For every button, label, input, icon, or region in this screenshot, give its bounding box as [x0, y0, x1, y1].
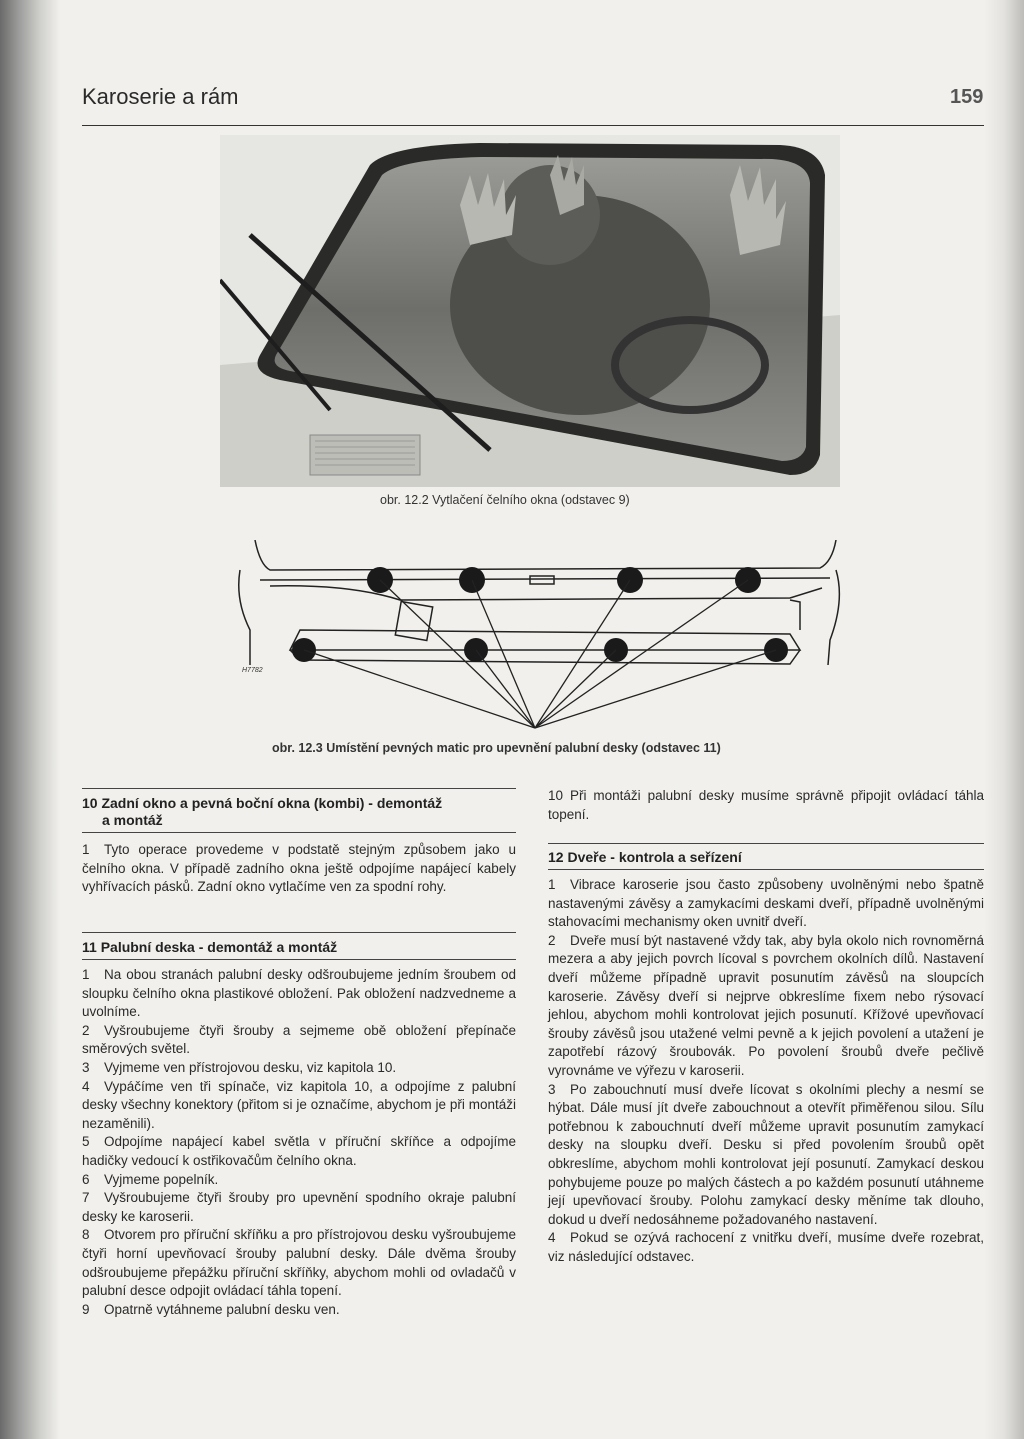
paragraph-text: Tyto operace provedeme v podstatě stejným způsobem jako u čelního okna. V případě zadního okna ještě odpojíme napájecí kabely vyhřívacích pásků. Zadní okno vytlačíme ven za spodní rohy.: [82, 842, 516, 895]
section-10-top-rule: [82, 788, 516, 789]
section-11-paragraphs: [82, 966, 516, 1319]
page-number: 159: [950, 86, 984, 108]
list-item: 1 Vibrace karoserie jsou často způsobeny uvolněnými nebo špatně nastavenými závěsy a zamykacími deskami dveří, případně uvolněnými stahovacími mechanismy oken uvnitř dveří.: [548, 877, 984, 930]
dashboard-diagram-drawing: [230, 540, 850, 740]
list-item: 2 Vyšroubujeme čtyři šrouby a sejmeme obě obložení přepínače směrových světel.: [82, 1022, 516, 1057]
list-item: 4 Pokud se ozývá rachocení z vnitřku dveří, musíme dveře rozebrat, viz následující odstavec.: [548, 1230, 984, 1264]
section-12-title: 12 Dveře - kontrola a seřízení: [548, 849, 742, 865]
section-10-title: [82, 795, 442, 829]
figure-12-2-caption: obr. 12.2 Vytlačení čelního okna (odstavec 9): [380, 493, 630, 507]
windshield-photo-drawing: [220, 135, 840, 487]
list-item: 3 Po zabouchnutí musí dveře lícovat s okolními plechy a nesmí se hýbat. Dále musí jít dveře zabouchnout a otevřít přiměřenou silou. Sílu potřebnou k zabouchnutí dveří můžeme upravit posunutím zamykací desky na sloupku dveří. Desku si před povolením šroubů opět obkreslíme, abychom mohli kontrolovat její posunutí. Zamykací deskou pohybujeme pouze po malých částech a po každém posunutí utáhneme její upevňovací šrouby. Polohu zamykací desky měníme tak dlouho, dokud u dveří nedosáhneme požadovaného nastavení.: [548, 1081, 984, 1227]
list-item: 1 Na obou stranách palubní desky odšroubujeme jedním šroubem od sloupku čelního okna plastikové obložení. Pak obložení nadzvedneme a uvolníme.: [82, 967, 516, 1020]
header-rule: [82, 125, 984, 126]
section-11-paragraph-10: 10 Při montáži palubní desky musíme správně připojit ovládací táhla topení.: [548, 788, 984, 822]
running-head: Karoserie a rám: [82, 84, 239, 109]
section-11-top-rule: [82, 932, 516, 933]
list-item: 4 Vypáčíme ven tři spínače, viz kapitola 10, a odpojíme z palubní desky všechny konektory (přitom si je označíme, abychom je při montáži nezaměnili).: [82, 1078, 516, 1131]
section-12-paragraphs: [548, 876, 984, 1266]
list-item: 2 Dveře musí být nastavené vždy tak, aby byla okolo nich rovnoměrná mezera a aby jejich povrch lícoval s povrchem okolních dílů. Nastavení dveří můžeme případně upravit posunutím závěsů na sloupcích karoserie. Závěsy dveří si nejprve obkreslíme fixem nebo rýsovací jehlou, abychom mohli kontrolovat jejich posunutí. Křížové upevňovací šrouby závěsů jsou utažené velmi pevně a k jejich povolení a utažení je zapotřebí rázový šroubovák. Po povolení šroubů dveře pečlivě vyrovnáme ve výřezu v karoserii.: [548, 932, 984, 1078]
section-11-bottom-rule: [82, 959, 516, 960]
section-12-top-rule: [548, 843, 984, 844]
list-item: 6 Vyjmeme popelník.: [82, 1171, 219, 1187]
section-10-title-line1: 10 Zadní okno a pevná boční okna (kombi) - demontáž: [82, 795, 443, 811]
windshield-photo: [220, 135, 840, 487]
list-item: 7 Vyšroubujeme čtyři šrouby pro upevnění spodního okraje palubní desky ke karoserii.: [82, 1190, 516, 1224]
section-12-bottom-rule: [548, 869, 984, 870]
section-10-title-line2: a montáž: [102, 812, 163, 828]
page-edge-shadow: [984, 0, 1024, 1439]
section-11-title: 11 Palubní deska - demontáž a montáž: [82, 939, 338, 955]
list-item: 5 Odpojíme napájecí kabel světla v příruční skříňce a odpojíme hadičky vedoucí k ostřikovačům čelního okna.: [82, 1134, 516, 1168]
figure-12-3-caption: obr. 12.3 Umístění pevných matic pro upevnění palubní desky (odstavec 11): [272, 741, 721, 755]
list-item: 3 Vyjmeme ven přístrojovou desku, viz kapitola 10.: [82, 1059, 397, 1075]
list-item: 8 Otvorem pro příruční skříňku a pro přístrojovou desku vyšroubujeme čtyři horní upevňovací šrouby palubní desky. Dále dvěma šrouby odšroubujeme přepážku příruční skříňky, abychom mohli od ovladačů v palubní desce odpojit ovládací táhla topení.: [82, 1227, 516, 1299]
list-item: 9 Opatrně vytáhneme palubní desku ven.: [82, 1301, 340, 1317]
section-10-paragraph-1: 1 Tyto operace provedeme v podstatě stejným způsobem jako u čelního okna. V případě zadního okna ještě odpojíme napájecí kabely vyhřívacích pásků. Zadní okno vytlačíme ven za spodní rohy.: [82, 842, 516, 895]
book-spine-shadow: [0, 0, 60, 1439]
diagram-code: H7782: [242, 667, 263, 674]
dashboard-nuts-diagram: [230, 540, 850, 740]
section-10-bottom-rule: [82, 832, 516, 833]
